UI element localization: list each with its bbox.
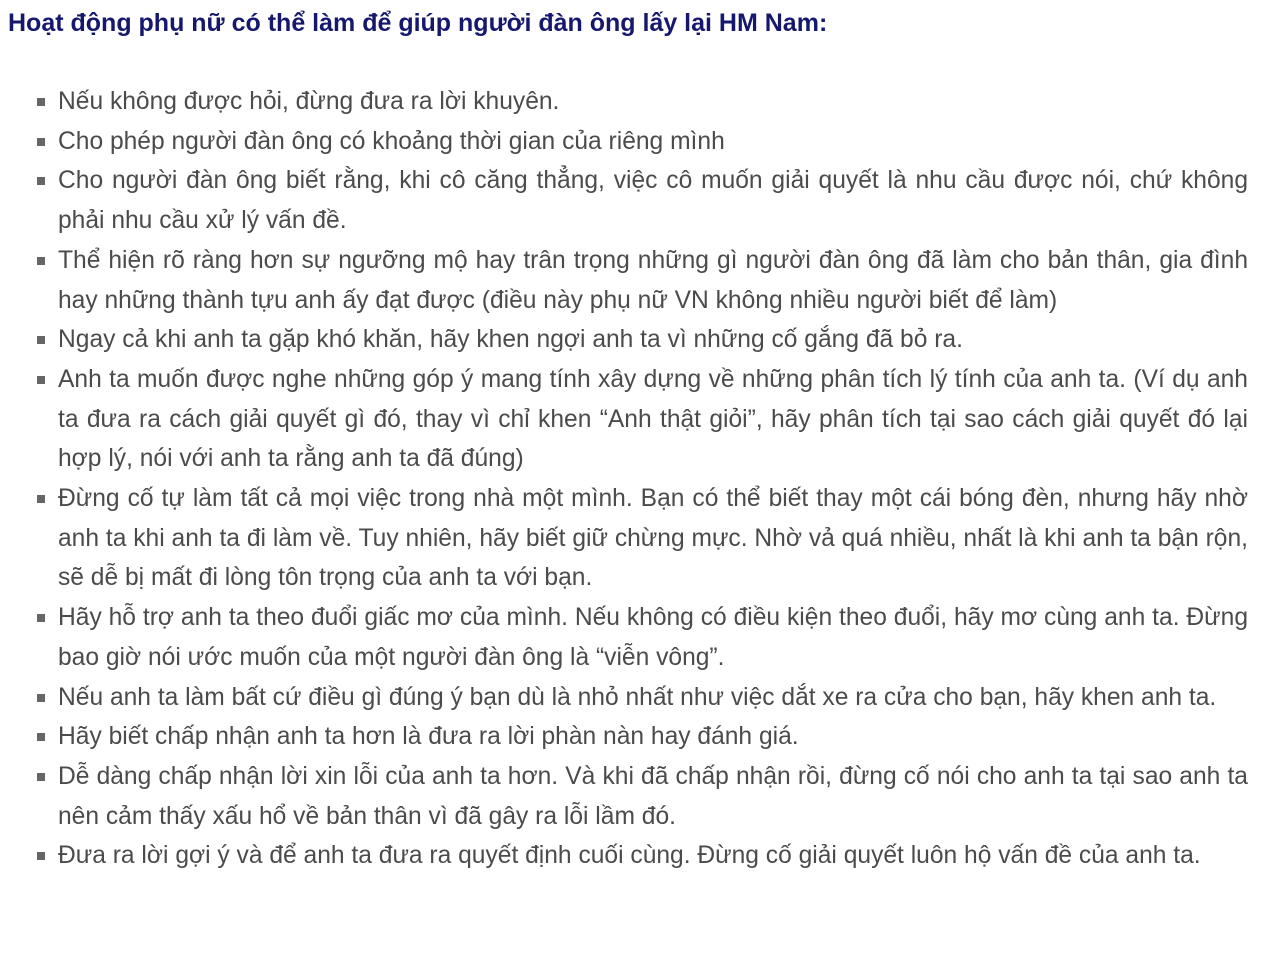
list-item-text: Dễ dàng chấp nhận lời xin lỗi của anh ta hơn. Và khi đã chấp nhận rồi, đừng cố nói cho anh ta tại sao anh ta nên cảm thấy xấu hổ về bản thân vì đã gây ra lỗi lầm đó. [58, 762, 1248, 830]
square-bullet-icon [37, 138, 45, 146]
list-item [0, 320, 1248, 360]
square-bullet-icon [37, 852, 45, 860]
list-item [0, 82, 1248, 122]
list-item [0, 241, 1248, 320]
list-item [0, 678, 1248, 718]
list-item-text: Ngay cả khi anh ta gặp khó khăn, hãy khen ngợi anh ta vì những cố gắng đã bỏ ra. [58, 326, 963, 354]
list-item-text: Hãy biết chấp nhận anh ta hơn là đưa ra lời phàn nàn hay đánh giá. [58, 723, 799, 751]
list-item-text: Nếu anh ta làm bất cứ điều gì đúng ý bạn dù là nhỏ nhất như việc dắt xe ra cửa cho bạn, hãy khen anh ta. [58, 683, 1217, 711]
list-item [0, 717, 1248, 757]
list-item-text: Cho phép người đàn ông có khoảng thời gian của riêng mình [58, 127, 725, 155]
list-item-text: Thể hiện rõ ràng hơn sự ngưỡng mộ hay trân trọng những gì người đàn ông đã làm cho bản thân, gia đình hay những thành tựu anh ấy đạt được (điều này phụ nữ VN không nhiều người biết để làm) [58, 246, 1248, 314]
square-bullet-icon [37, 98, 45, 106]
advice-list [0, 82, 1248, 876]
square-bullet-icon [37, 614, 45, 622]
square-bullet-icon [37, 733, 45, 741]
list-item [0, 122, 1248, 162]
list-item-text: Hãy hỗ trợ anh ta theo đuổi giấc mơ của mình. Nếu không có điều kiện theo đuổi, hãy mơ cùng anh ta. Đừng bao giờ nói ước muốn của một người đàn ông là “viễn vông”. [58, 604, 1248, 671]
list-item [0, 479, 1248, 598]
list-item-text: Nếu không được hỏi, đừng đưa ra lời khuyên. [58, 88, 560, 115]
list-item-text: Đừng cố tự làm tất cả mọi việc trong nhà một mình. Bạn có thể biết thay một cái bóng đèn, nhưng hãy nhờ anh ta khi anh ta đi làm về. Tuy nhiên, hãy biết giữ chừng mực. Nhờ vả quá nhiều, nhất là khi anh ta bận rộn, sẽ dễ bị mất đi lòng tôn trọng của anh ta với bạn. [58, 485, 1248, 592]
list-item [0, 836, 1248, 876]
square-bullet-icon [37, 694, 45, 702]
list-item [0, 598, 1248, 677]
list-item [0, 161, 1248, 240]
section-heading: Hoạt động phụ nữ có thể làm để giúp người đàn ông lấy lại HM Nam: [8, 9, 828, 37]
list-item-text: Đưa ra lời gợi ý và để anh ta đưa ra quyết định cuối cùng. Đừng cố giải quyết luôn hộ vấn đề của anh ta. [58, 842, 1201, 870]
square-bullet-icon [37, 257, 45, 265]
list-item [0, 757, 1248, 836]
list-item-text: Cho người đàn ông biết rằng, khi cô căng thẳng, việc cô muốn giải quyết là nhu cầu được nói, chứ không phải nhu cầu xử lý vấn đề. [58, 167, 1248, 235]
square-bullet-icon [37, 336, 45, 344]
square-bullet-icon [37, 495, 45, 503]
square-bullet-icon [37, 376, 45, 384]
square-bullet-icon [37, 773, 45, 781]
list-item-text: Anh ta muốn được nghe những góp ý mang tính xây dựng về những phân tích lý tính của anh ta. (Ví dụ anh ta đưa ra cách giải quyết gì đó, thay vì chỉ khen “Anh thật giỏi”, hãy phân tích tại sao cách giải quyết đó lại hợp lý, nói với anh ta rằng anh ta đã đúng) [58, 365, 1248, 473]
list-item [0, 360, 1248, 479]
square-bullet-icon [37, 177, 45, 185]
